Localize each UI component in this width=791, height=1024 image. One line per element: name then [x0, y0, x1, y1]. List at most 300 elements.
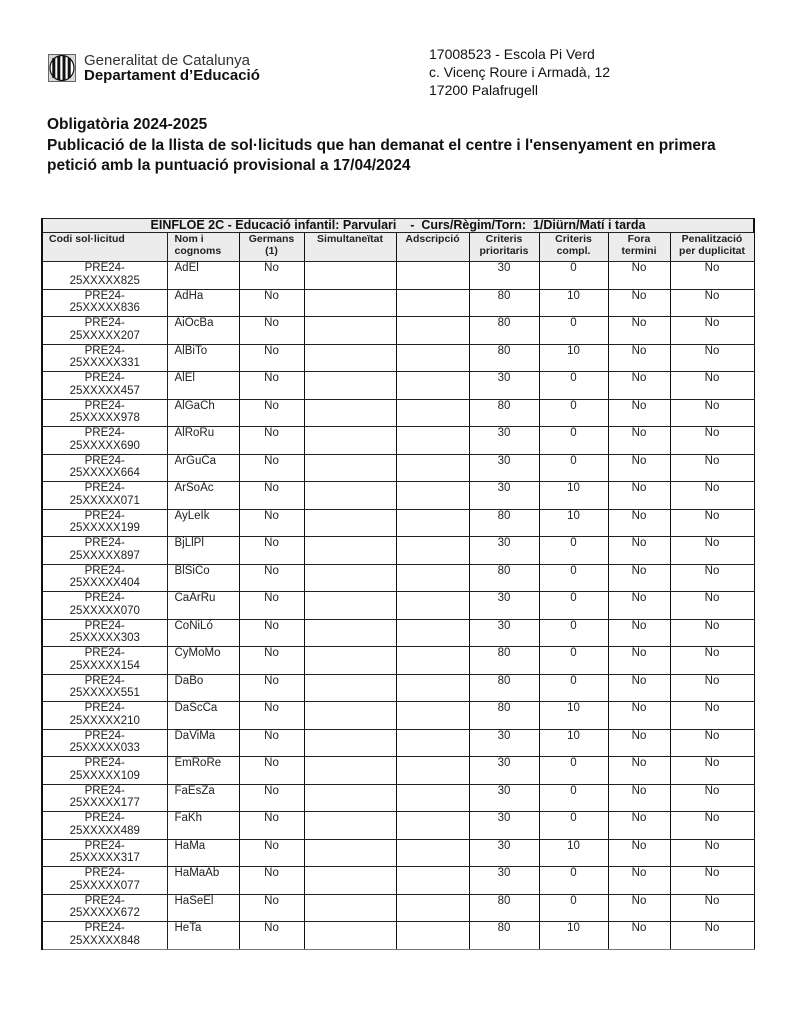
germans-cell: No	[239, 922, 304, 950]
codi-cell	[42, 674, 167, 702]
germans-cell: No	[239, 482, 304, 510]
fora-termini-cell: No	[608, 289, 670, 317]
criteris-compl-cell: 10	[539, 509, 608, 537]
criteris-compl-cell: 0	[539, 427, 608, 455]
adscripcio-cell	[396, 867, 469, 895]
codi-prefix: PRE24-	[84, 372, 125, 384]
adscripcio-cell	[396, 564, 469, 592]
table-row	[42, 344, 754, 372]
table-row	[42, 729, 754, 757]
simultaneitat-cell	[304, 317, 396, 345]
fora-termini-cell: No	[608, 702, 670, 730]
column-header-line1: Codi sol·licitud	[49, 233, 125, 245]
codi-suffix: 25XXXXX404	[69, 577, 140, 589]
codi-suffix: 25XXXXX070	[69, 604, 140, 617]
fora-termini-cell: No	[608, 537, 670, 565]
fora-termini-cell: No	[608, 372, 670, 400]
codi-cell	[42, 399, 167, 427]
generalitat-shield-icon	[48, 54, 76, 82]
codi-cell	[42, 564, 167, 592]
simultaneitat-cell	[304, 427, 396, 455]
adscripcio-cell	[396, 482, 469, 510]
fora-termini-cell: No	[608, 812, 670, 840]
codi-prefix: PRE24-	[84, 702, 125, 714]
fora-termini-cell: No	[608, 647, 670, 675]
criteris-prioritaris-cell: 80	[469, 509, 539, 537]
adscripcio-cell	[396, 619, 469, 647]
column-header-penalitzacio	[670, 233, 754, 262]
codi-suffix: 25XXXXX207	[69, 329, 140, 342]
germans-cell: No	[239, 372, 304, 400]
name-cell: HaMaAb	[167, 867, 239, 895]
adscripcio-cell	[396, 729, 469, 757]
penalitzacio-cell: No	[670, 482, 754, 510]
germans-cell: No	[239, 537, 304, 565]
column-header-line1: Adscripció	[405, 233, 460, 245]
criteris-prioritaris-cell: 30	[469, 454, 539, 482]
criteris-compl-cell: 0	[539, 372, 608, 400]
codi-suffix: 25XXXXX551	[69, 687, 140, 699]
criteris-compl-cell: 10	[539, 482, 608, 510]
column-header-line1: Criteris	[485, 233, 523, 245]
table-row	[42, 867, 754, 895]
codi-prefix: PRE24-	[84, 427, 125, 439]
criteris-compl-cell: 0	[539, 619, 608, 647]
school-address	[429, 45, 610, 99]
germans-cell: No	[239, 262, 304, 290]
codi-prefix: PRE24-	[84, 839, 125, 852]
title-description-2: petició amb la puntuació provisional a 17/04/2024	[47, 157, 411, 174]
school-street: c. Vicenç Roure i Armadà, 12	[429, 64, 611, 80]
table-row	[42, 262, 754, 290]
column-header-line2: (1)	[265, 245, 278, 257]
simultaneitat-cell	[304, 867, 396, 895]
table-caption-row	[42, 219, 754, 233]
name-cell: BlSiCo	[167, 564, 239, 592]
codi-prefix: PRE24-	[84, 592, 125, 604]
name-cell: AyLeIk	[167, 509, 239, 537]
germans-cell: No	[239, 894, 304, 922]
germans-cell: No	[239, 289, 304, 317]
penalitzacio-cell: No	[670, 729, 754, 757]
penalitzacio-cell: No	[670, 564, 754, 592]
codi-prefix: PRE24-	[84, 454, 125, 467]
name-cell: AiOcBa	[167, 317, 239, 345]
criteris-compl-cell: 0	[539, 812, 608, 840]
penalitzacio-cell: No	[670, 317, 754, 345]
criteris-compl-cell: 10	[539, 344, 608, 372]
fora-termini-cell: No	[608, 592, 670, 620]
adscripcio-cell	[396, 344, 469, 372]
fora-termini-cell: No	[608, 729, 670, 757]
fora-termini-cell: No	[608, 509, 670, 537]
name-cell: AlRoRu	[167, 427, 239, 455]
criteris-prioritaris-cell: 30	[469, 729, 539, 757]
column-header-line2: per duplicitat	[679, 245, 745, 257]
penalitzacio-cell: No	[670, 537, 754, 565]
criteris-prioritaris-cell: 80	[469, 399, 539, 427]
codi-cell	[42, 839, 167, 867]
name-cell: AlEl	[167, 372, 239, 400]
simultaneitat-cell	[304, 344, 396, 372]
name-cell: HeTa	[167, 922, 239, 950]
criteris-prioritaris-cell: 30	[469, 372, 539, 400]
codi-suffix: 25XXXXX664	[69, 467, 140, 479]
criteris-compl-cell: 0	[539, 867, 608, 895]
simultaneitat-cell	[304, 537, 396, 565]
criteris-prioritaris-cell: 80	[469, 317, 539, 345]
codi-prefix: PRE24-	[84, 399, 125, 412]
codi-prefix: PRE24-	[84, 729, 125, 742]
codi-suffix: 25XXXXX331	[69, 357, 140, 369]
logo-line-2: Departament d’Educació	[84, 67, 260, 84]
penalitzacio-cell: No	[670, 702, 754, 730]
adscripcio-cell	[396, 372, 469, 400]
table-row	[42, 482, 754, 510]
germans-cell: No	[239, 702, 304, 730]
codi-cell	[42, 372, 167, 400]
name-cell: DaBo	[167, 674, 239, 702]
simultaneitat-cell	[304, 454, 396, 482]
codi-cell	[42, 784, 167, 812]
codi-cell	[42, 427, 167, 455]
logo	[48, 53, 260, 83]
criteris-prioritaris-cell: 30	[469, 262, 539, 290]
adscripcio-cell	[396, 784, 469, 812]
simultaneitat-cell	[304, 372, 396, 400]
codi-suffix: 25XXXXX109	[69, 769, 140, 782]
criteris-compl-cell: 10	[539, 289, 608, 317]
codi-cell	[42, 262, 167, 290]
adscripcio-cell	[396, 757, 469, 785]
codi-suffix: 25XXXXX154	[69, 659, 140, 672]
codi-prefix: PRE24-	[84, 784, 125, 797]
penalitzacio-cell: No	[670, 757, 754, 785]
table-row	[42, 427, 754, 455]
criteris-prioritaris-cell: 80	[469, 702, 539, 730]
table-row	[42, 537, 754, 565]
column-header-adscripcio	[396, 233, 469, 262]
germans-cell: No	[239, 564, 304, 592]
codi-cell	[42, 702, 167, 730]
criteris-prioritaris-cell: 80	[469, 922, 539, 950]
codi-suffix: 25XXXXX457	[69, 384, 140, 397]
column-header-codi	[42, 233, 167, 262]
adscripcio-cell	[396, 839, 469, 867]
table-row	[42, 812, 754, 840]
penalitzacio-cell: No	[670, 454, 754, 482]
table-row	[42, 619, 754, 647]
adscripcio-cell	[396, 427, 469, 455]
germans-cell: No	[239, 729, 304, 757]
criteris-compl-cell: 0	[539, 784, 608, 812]
criteris-prioritaris-cell: 30	[469, 867, 539, 895]
simultaneitat-cell	[304, 647, 396, 675]
penalitzacio-cell: No	[670, 839, 754, 867]
column-header-fora-termini	[608, 233, 670, 262]
table-caption: EINFLOE 2C - Educació infantil: Parvulari - Curs/Règim/Torn: 1/Diürn/Matí i tarda	[42, 219, 754, 233]
penalitzacio-cell: No	[670, 784, 754, 812]
title-year: Obligatòria 2024-2025	[47, 116, 208, 133]
name-cell: BjLlPl	[167, 537, 239, 565]
fora-termini-cell: No	[608, 399, 670, 427]
germans-cell: No	[239, 757, 304, 785]
column-header-criteris-compl	[539, 233, 608, 262]
criteris-compl-cell: 0	[539, 647, 608, 675]
simultaneitat-cell	[304, 729, 396, 757]
table-row	[42, 592, 754, 620]
column-header-line1: Simultaneïtat	[317, 233, 383, 245]
codi-prefix: PRE24-	[84, 537, 125, 549]
codi-cell	[42, 867, 167, 895]
criteris-compl-cell: 10	[539, 729, 608, 757]
simultaneitat-cell	[304, 839, 396, 867]
codi-prefix: PRE24-	[84, 894, 125, 907]
criteris-compl-cell: 0	[539, 262, 608, 290]
criteris-compl-cell: 10	[539, 839, 608, 867]
column-header-criteris-prioritaris	[469, 233, 539, 262]
criteris-compl-cell: 0	[539, 894, 608, 922]
penalitzacio-cell: No	[670, 592, 754, 620]
column-header-simultaneitat	[304, 233, 396, 262]
name-cell: AlGaCh	[167, 399, 239, 427]
simultaneitat-cell	[304, 784, 396, 812]
criteris-prioritaris-cell: 30	[469, 537, 539, 565]
penalitzacio-cell: No	[670, 922, 754, 950]
adscripcio-cell	[396, 289, 469, 317]
criteris-compl-cell: 0	[539, 757, 608, 785]
penalitzacio-cell: No	[670, 344, 754, 372]
codi-suffix: 25XXXXX897	[69, 549, 140, 562]
germans-cell: No	[239, 674, 304, 702]
adscripcio-cell	[396, 592, 469, 620]
codi-prefix: PRE24-	[84, 564, 125, 577]
criteris-compl-cell: 0	[539, 674, 608, 702]
fora-termini-cell: No	[608, 482, 670, 510]
column-header-line1: Criteris	[555, 233, 592, 245]
criteris-prioritaris-cell: 80	[469, 674, 539, 702]
germans-cell: No	[239, 812, 304, 840]
table-row	[42, 317, 754, 345]
adscripcio-cell	[396, 262, 469, 290]
table-row	[42, 372, 754, 400]
fora-termini-cell: No	[608, 262, 670, 290]
criteris-prioritaris-cell: 30	[469, 427, 539, 455]
germans-cell: No	[239, 509, 304, 537]
name-cell: EmRoRe	[167, 757, 239, 785]
column-header-line2: compl.	[556, 245, 591, 257]
criteris-compl-cell: 0	[539, 537, 608, 565]
codi-cell	[42, 619, 167, 647]
adscripcio-cell	[396, 399, 469, 427]
codi-prefix: PRE24-	[84, 812, 125, 824]
adscripcio-cell	[396, 317, 469, 345]
germans-cell: No	[239, 317, 304, 345]
criteris-compl-cell: 10	[539, 702, 608, 730]
adscripcio-cell	[396, 647, 469, 675]
codi-prefix: PRE24-	[84, 619, 125, 632]
table-row	[42, 674, 754, 702]
simultaneitat-cell	[304, 564, 396, 592]
codi-suffix: 25XXXXX825	[69, 274, 140, 287]
name-cell: ArSoAc	[167, 482, 239, 510]
criteris-compl-cell: 10	[539, 922, 608, 950]
table-row	[42, 454, 754, 482]
codi-cell	[42, 812, 167, 840]
column-header-line1: Fora	[627, 233, 651, 245]
penalitzacio-cell: No	[670, 427, 754, 455]
codi-prefix: PRE24-	[84, 344, 125, 357]
criteris-compl-cell: 0	[539, 399, 608, 427]
germans-cell: No	[239, 784, 304, 812]
adscripcio-cell	[396, 894, 469, 922]
germans-cell: No	[239, 427, 304, 455]
codi-cell	[42, 482, 167, 510]
criteris-compl-cell: 0	[539, 592, 608, 620]
adscripcio-cell	[396, 509, 469, 537]
codi-cell	[42, 344, 167, 372]
codi-prefix: PRE24-	[84, 509, 125, 522]
name-cell: ArGuCa	[167, 454, 239, 482]
name-cell: HaMa	[167, 839, 239, 867]
codi-suffix: 25XXXXX077	[69, 879, 140, 892]
fora-termini-cell: No	[608, 427, 670, 455]
criteris-prioritaris-cell: 80	[469, 289, 539, 317]
adscripcio-cell	[396, 454, 469, 482]
criteris-compl-cell: 0	[539, 317, 608, 345]
codi-prefix: PRE24-	[84, 647, 125, 659]
codi-prefix: PRE24-	[84, 482, 125, 494]
germans-cell: No	[239, 454, 304, 482]
criteris-compl-cell: 0	[539, 564, 608, 592]
criteris-compl-cell: 0	[539, 454, 608, 482]
simultaneitat-cell	[304, 262, 396, 290]
codi-cell	[42, 894, 167, 922]
codi-cell	[42, 757, 167, 785]
codi-suffix: 25XXXXX303	[69, 632, 140, 644]
column-header-line1: Germans	[248, 233, 295, 245]
name-cell: CyMoMo	[167, 647, 239, 675]
penalitzacio-cell: No	[670, 674, 754, 702]
germans-cell: No	[239, 399, 304, 427]
name-cell: AdEl	[167, 262, 239, 290]
criteris-prioritaris-cell: 30	[469, 784, 539, 812]
adscripcio-cell	[396, 537, 469, 565]
column-header-line1: Penalització	[681, 233, 743, 245]
applications-table	[41, 218, 755, 950]
fora-termini-cell: No	[608, 564, 670, 592]
simultaneitat-cell	[304, 894, 396, 922]
fora-termini-cell: No	[608, 757, 670, 785]
simultaneitat-cell	[304, 757, 396, 785]
table-row	[42, 757, 754, 785]
penalitzacio-cell: No	[670, 867, 754, 895]
codi-prefix: PRE24-	[84, 757, 125, 769]
adscripcio-cell	[396, 922, 469, 950]
codi-suffix: 25XXXXX690	[69, 439, 140, 452]
column-header-nom	[167, 233, 239, 262]
codi-prefix: PRE24-	[84, 867, 125, 879]
table-row	[42, 702, 754, 730]
name-cell: CoNiLó	[167, 619, 239, 647]
criteris-prioritaris-cell: 30	[469, 592, 539, 620]
simultaneitat-cell	[304, 289, 396, 317]
fora-termini-cell: No	[608, 839, 670, 867]
germans-cell: No	[239, 344, 304, 372]
codi-cell	[42, 317, 167, 345]
table-header-row	[42, 233, 754, 262]
name-cell: AlBiTo	[167, 344, 239, 372]
criteris-prioritaris-cell: 80	[469, 344, 539, 372]
codi-prefix: PRE24-	[84, 674, 125, 687]
school-code-name: 17008523 - Escola Pi Verd	[429, 46, 595, 62]
adscripcio-cell	[396, 702, 469, 730]
codi-prefix: PRE24-	[84, 317, 125, 329]
fora-termini-cell: No	[608, 894, 670, 922]
simultaneitat-cell	[304, 812, 396, 840]
codi-suffix: 25XXXXX199	[69, 522, 140, 534]
criteris-prioritaris-cell: 80	[469, 647, 539, 675]
codi-suffix: 25XXXXX978	[69, 412, 140, 424]
criteris-prioritaris-cell: 80	[469, 894, 539, 922]
codi-suffix: 25XXXXX033	[69, 742, 140, 754]
table-row	[42, 509, 754, 537]
title-description-1: Publicació de la llista de sol·licituds que han demanat el centre i l'ensenyament en primera	[47, 136, 716, 154]
simultaneitat-cell	[304, 482, 396, 510]
table-body	[42, 262, 754, 950]
document-title	[47, 115, 716, 177]
school-city: 17200 Palafrugell	[429, 82, 538, 98]
codi-cell	[42, 592, 167, 620]
criteris-prioritaris-cell: 30	[469, 812, 539, 840]
codi-prefix: PRE24-	[84, 289, 125, 302]
fora-termini-cell: No	[608, 619, 670, 647]
penalitzacio-cell: No	[670, 372, 754, 400]
codi-cell	[42, 509, 167, 537]
simultaneitat-cell	[304, 702, 396, 730]
fora-termini-cell: No	[608, 784, 670, 812]
criteris-prioritaris-cell: 80	[469, 564, 539, 592]
fora-termini-cell: No	[608, 317, 670, 345]
codi-cell	[42, 647, 167, 675]
name-cell: CaArRu	[167, 592, 239, 620]
penalitzacio-cell: No	[670, 812, 754, 840]
codi-suffix: 25XXXXX317	[69, 852, 140, 864]
codi-cell	[42, 537, 167, 565]
adscripcio-cell	[396, 812, 469, 840]
table-row	[42, 564, 754, 592]
codi-suffix: 25XXXXX489	[69, 824, 140, 837]
fora-termini-cell: No	[608, 344, 670, 372]
name-cell: DaScCa	[167, 702, 239, 730]
codi-suffix: 25XXXXX177	[69, 797, 140, 809]
name-cell: FaEsZa	[167, 784, 239, 812]
table-row	[42, 784, 754, 812]
criteris-prioritaris-cell: 30	[469, 757, 539, 785]
table-row	[42, 922, 754, 950]
germans-cell: No	[239, 839, 304, 867]
germans-cell: No	[239, 647, 304, 675]
codi-cell	[42, 454, 167, 482]
table-row	[42, 289, 754, 317]
codi-suffix: 25XXXXX672	[69, 907, 140, 919]
penalitzacio-cell: No	[670, 262, 754, 290]
codi-cell	[42, 729, 167, 757]
simultaneitat-cell	[304, 922, 396, 950]
simultaneitat-cell	[304, 509, 396, 537]
column-header-line1: Nom i	[174, 233, 204, 245]
column-header-line2: prioritaris	[479, 245, 529, 257]
